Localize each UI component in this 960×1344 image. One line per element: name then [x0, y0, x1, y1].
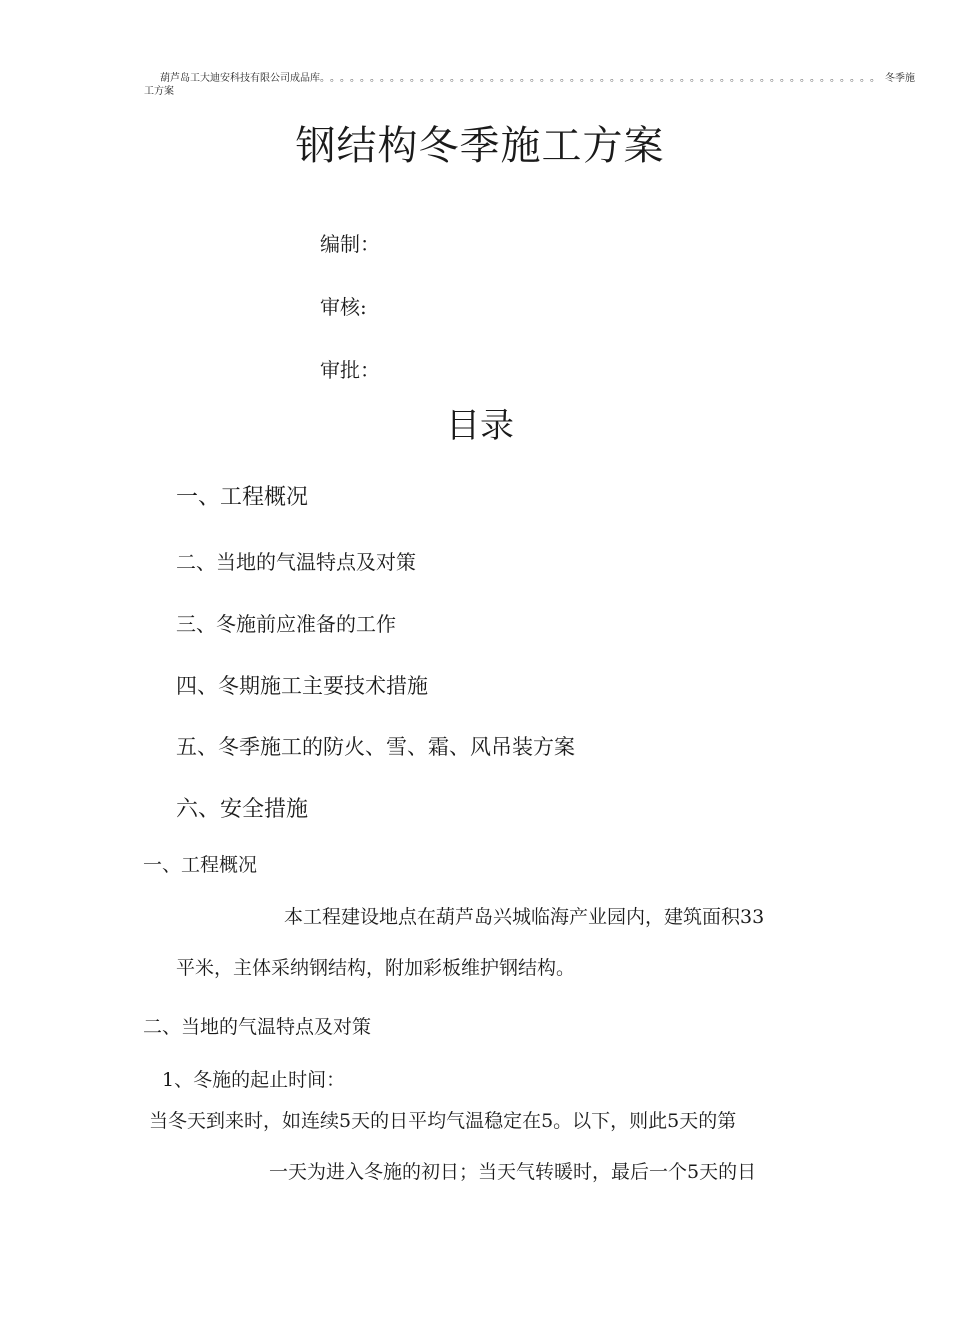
overview-paragraph-line: 本工程建设地点在葫芦岛兴城临海产业园内，建筑面积33	[284, 906, 765, 928]
overview-paragraph-line: 平米，主体采纳钢结构，附加彩板维护钢结构。	[176, 957, 576, 979]
toc-item: 六、安全措施	[176, 797, 309, 822]
signature-edit-label: 编制：	[320, 232, 380, 256]
header-doc-label-part2: 工方案	[144, 86, 174, 97]
signature-review-label: 审核:	[320, 295, 367, 319]
climate-paragraph-line: 一天为进入冬施的初日；当天气转暖时，最后一个5天的日	[269, 1161, 757, 1183]
header-leader-dots: 。。。。。。。。。。。。。。。。。。。。。。。。。。。。。。。。。。。。。。。。。。。。。。。。。。。。。。。。	[320, 73, 885, 84]
toc-item: 三、冬施前应准备的工作	[176, 612, 396, 636]
subsection-heading-period: 1、冬施的起止时间：	[162, 1069, 346, 1091]
section-heading-overview: 一、工程概况	[143, 854, 258, 876]
page-header-line	[160, 69, 915, 84]
climate-paragraph-line: 当冬天到来时，如连续5天的日平均气温稳定在5。以下，则此5天的第	[149, 1110, 737, 1132]
toc-item: 四、冬期施工主要技术措施	[176, 674, 428, 698]
signature-approve-label: 审批：	[320, 358, 380, 382]
document-title: 钢结构冬季施工方案	[295, 123, 665, 169]
toc-item: 五、冬季施工的防火、雪、霜、风吊装方案	[176, 735, 575, 759]
header-doc-label-part1: 冬季施	[885, 73, 915, 84]
section-heading-climate: 二、当地的气温特点及对策	[143, 1016, 372, 1038]
header-company: 葫芦岛工大迪安科技有限公司成品库	[160, 73, 320, 84]
toc-item: 二、当地的气温特点及对策	[176, 550, 416, 574]
toc-title: 目录	[446, 406, 514, 446]
toc-item: 一、工程概况	[176, 485, 309, 510]
